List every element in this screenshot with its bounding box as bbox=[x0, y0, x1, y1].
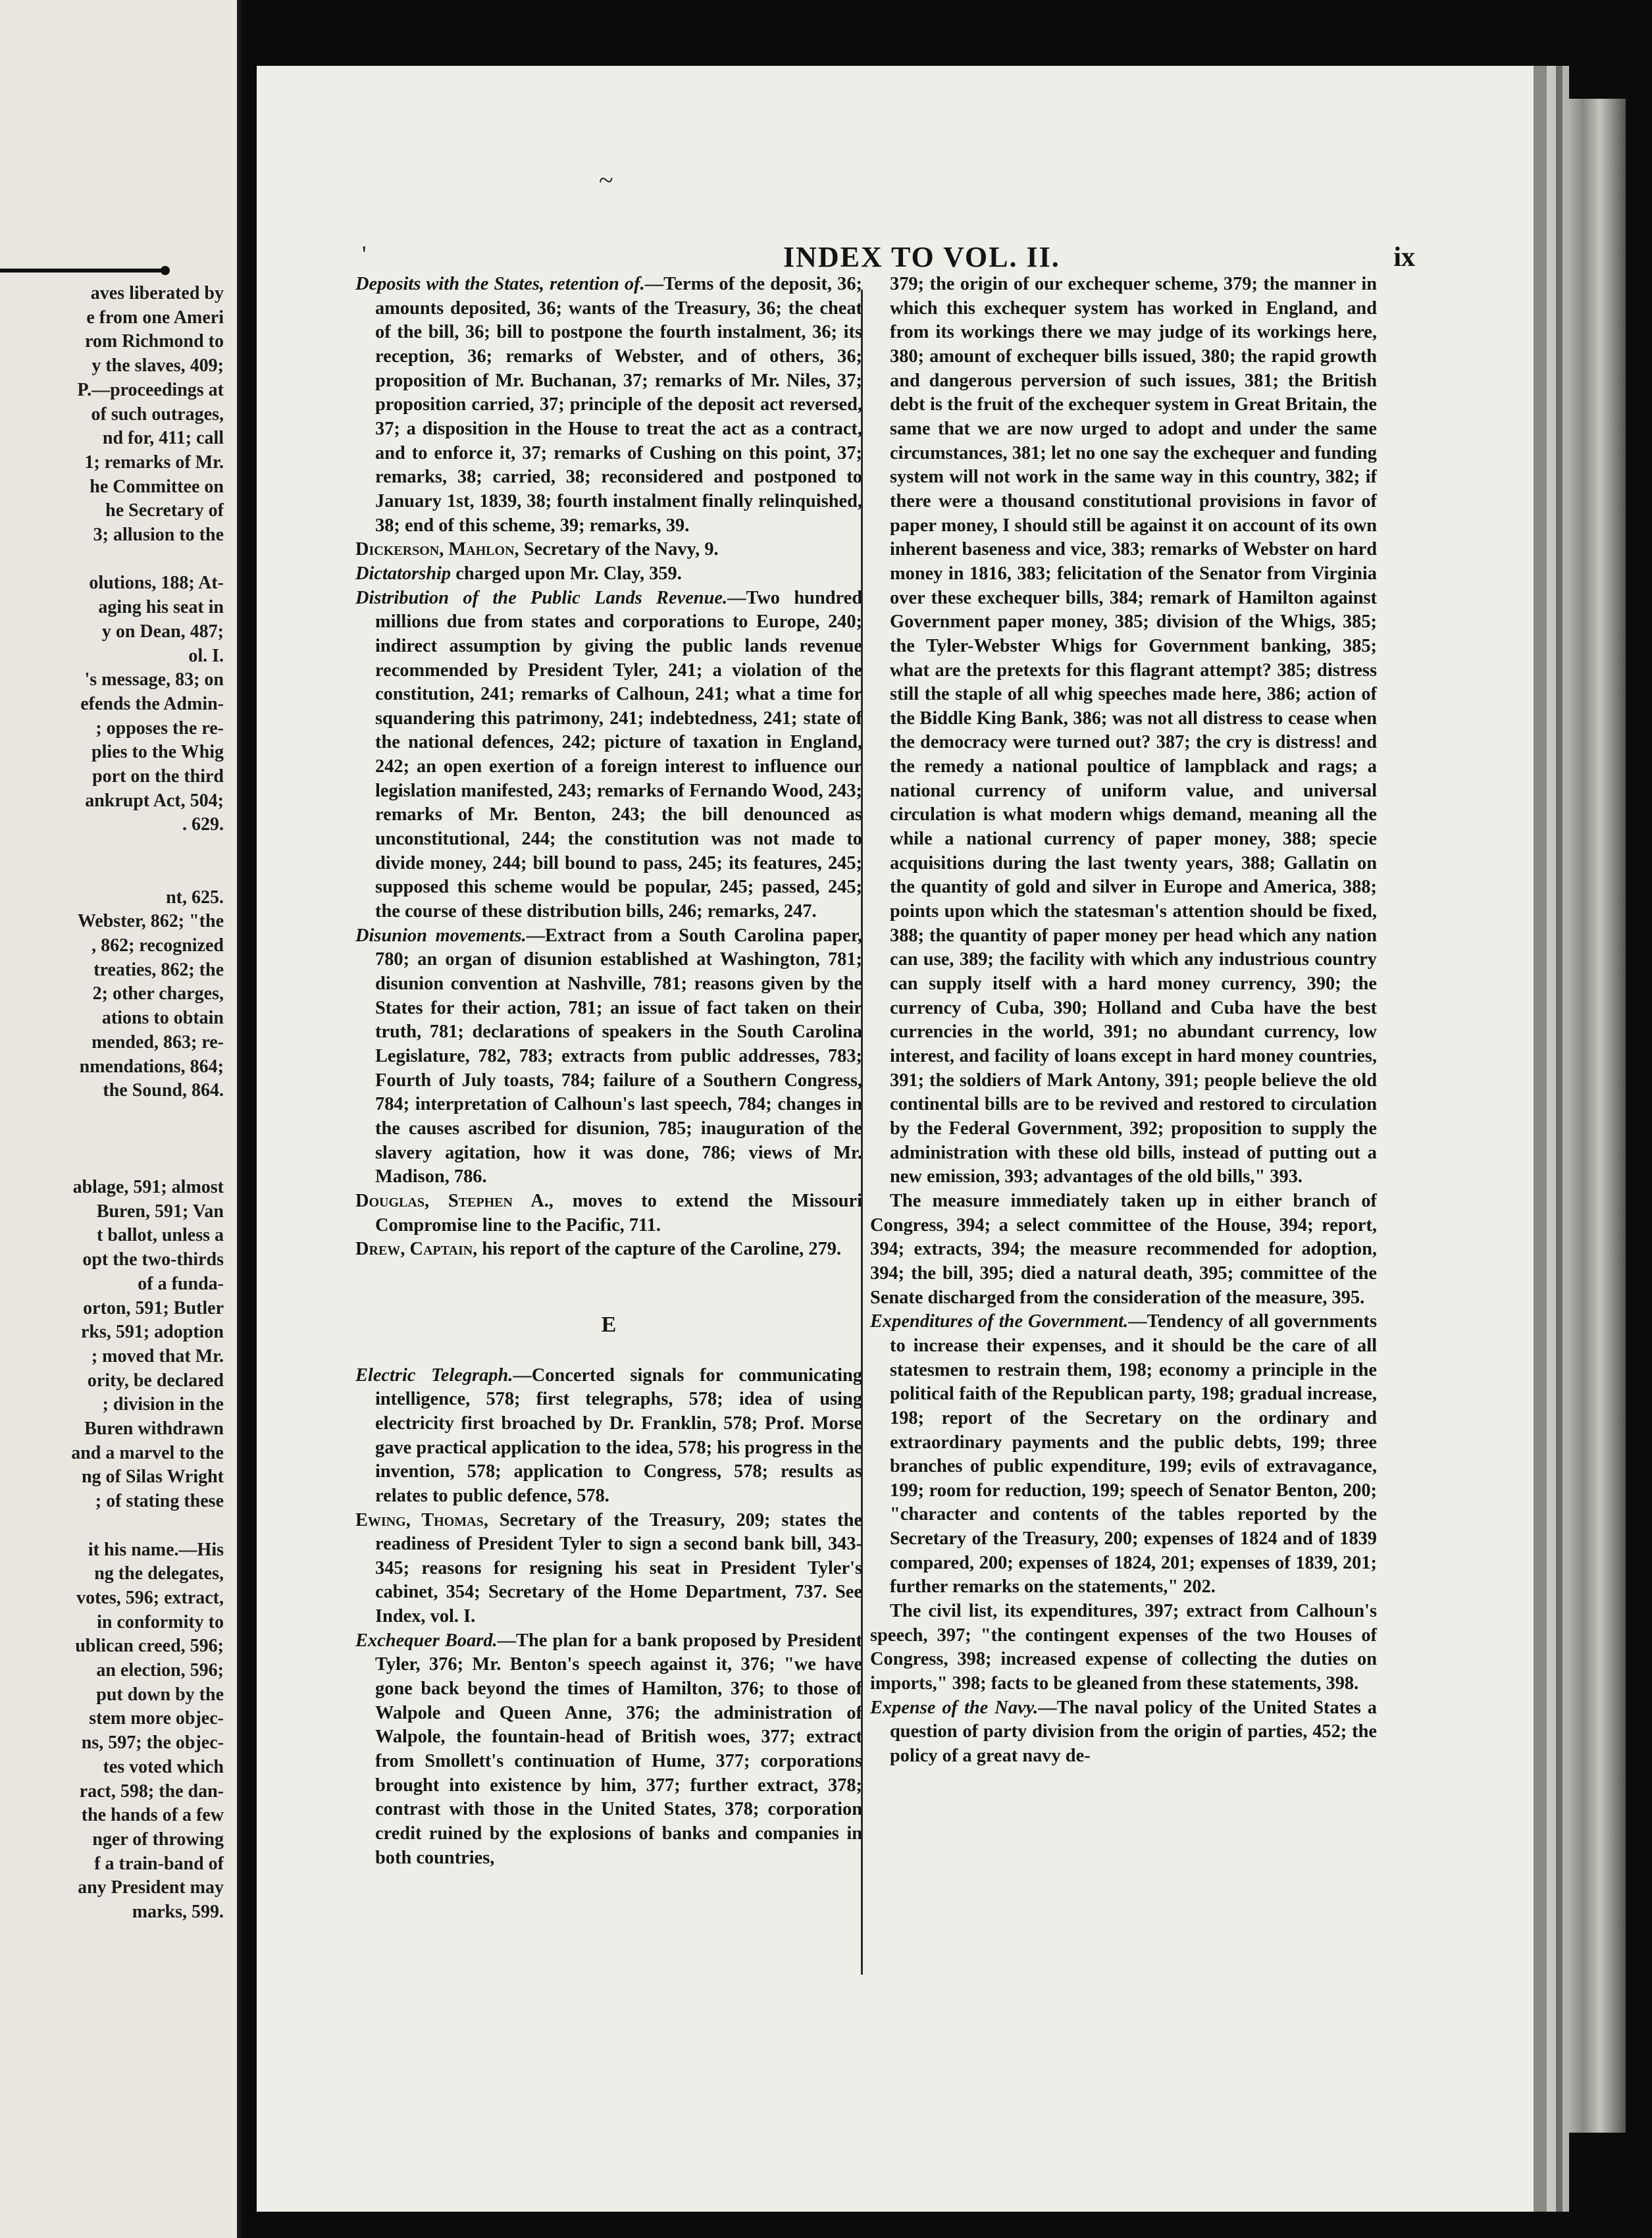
facing-line: y on Dean, 487; bbox=[101, 621, 224, 642]
facing-line: e from one Ameri bbox=[86, 307, 224, 328]
facing-line: ublican creed, 596; bbox=[75, 1636, 224, 1657]
facing-line: he Committee on bbox=[90, 476, 224, 497]
facing-line: ng of Silas Wright bbox=[81, 1467, 224, 1488]
facing-line: ations to obtain bbox=[101, 1008, 224, 1029]
facing-line: of a funda- bbox=[138, 1273, 224, 1294]
entry-text: —Concerted signals for communicating intelligence, 578; first telegraphs, 578; idea of using electricity first broached by Dr. Franklin, 578; Prof. Morse gave practical application to the idea, 578; his progress in the invention, 578; application to Congress, 578; results as relates to public defence, 578. bbox=[375, 1365, 863, 1506]
facing-line: ng the delegates, bbox=[94, 1563, 224, 1584]
facing-line bbox=[0, 862, 224, 886]
entry-heading: Expense of the Navy. bbox=[870, 1697, 1039, 1718]
facing-line: votes, 596; extract, bbox=[76, 1587, 224, 1608]
facing-line: treaties, 862; the bbox=[93, 959, 224, 980]
facing-line: ns, 597; the objec- bbox=[81, 1732, 224, 1754]
entry-heading-name: Douglas, Stephen A., bbox=[355, 1190, 554, 1211]
facing-line: stem more objec- bbox=[89, 1708, 224, 1729]
facing-line: ority, be declared bbox=[87, 1370, 224, 1391]
facing-line: nd for, 411; call bbox=[102, 428, 224, 449]
facing-line: ; opposes the re- bbox=[95, 717, 224, 739]
entry-text: —The plan for a bank proposed by President Tyler, 376; Mr. Benton's speech against it, 376; "we have gone back beyond the times of Hamilton, 376; to those of Walpole and Queen Anne, 376; the administration of Walpole, the fountain-head of British woes, 377; extract from Smollett's continuation of Hume, 377; corporations brought into existence by him, 377; further extract, 378; contrast with those in the United States, 378; corporation credit ruined by the explosions of banks and companies in both countries, bbox=[375, 1630, 862, 1868]
facing-line: ; division in the bbox=[102, 1394, 224, 1415]
page-title: INDEX TO VOL. II. bbox=[783, 241, 1060, 273]
index-entry bbox=[355, 1237, 862, 1262]
index-entry bbox=[355, 538, 862, 562]
facing-line: nmendations, 864; bbox=[79, 1056, 224, 1077]
facing-line: it his name.—His bbox=[88, 1539, 224, 1560]
facing-line: nt, 625. bbox=[166, 887, 224, 908]
facing-line: tes voted which bbox=[103, 1756, 224, 1777]
index-paragraph: The measure immediately taken up in either branch of Congress, 394; a select committee of the House, 394; report, 394; extracts, 394; the measure recommended for adoption, 394; the bill, 395; died a natural death, 395; committee of the Senate discharged from the consideration of the measure, 395. bbox=[870, 1190, 1377, 1308]
page-edges bbox=[1540, 99, 1626, 2133]
entry-heading: Disunion movements. bbox=[355, 925, 527, 946]
facing-line: mended, 863; re- bbox=[91, 1031, 224, 1053]
entry-text: Secretary of the Treasury, 209; states the readiness of President Tyler to sign a second bank bill, 343-345; reasons for resigning his seat in President Tyler's cabinet, 354; Secretary of the Home Department, 737. See Index, vol. I. bbox=[375, 1509, 862, 1627]
facing-page-text bbox=[0, 282, 224, 1925]
facing-line: ract, 598; the dan- bbox=[79, 1781, 224, 1802]
facing-line: Buren withdrawn bbox=[84, 1418, 224, 1440]
index-paragraph: The civil list, its expenditures, 397; extract from Calhoun's speech, 397; "the contingent expenses of the two Houses of Congress, 398; increased expense of collecting the duties on imports," 398; facts to be gleaned from these statements, 398. bbox=[870, 1601, 1377, 1694]
facing-line: t ballot, unless a bbox=[97, 1225, 224, 1246]
facing-line bbox=[0, 1103, 224, 1128]
facing-line: and a marvel to the bbox=[71, 1442, 224, 1463]
facing-line bbox=[0, 1151, 224, 1176]
stray-mark: ~ bbox=[599, 165, 613, 195]
index-entry bbox=[355, 1629, 862, 1871]
facing-line: 3; allusion to the bbox=[93, 525, 224, 546]
facing-line: nger of throwing bbox=[92, 1829, 224, 1850]
facing-line: put down by the bbox=[96, 1684, 224, 1705]
header-rule bbox=[0, 269, 165, 273]
facing-line: orton, 591; Butler bbox=[83, 1297, 224, 1318]
entry-text: charged upon Mr. Clay, 359. bbox=[451, 563, 682, 584]
facing-line: of such outrages, bbox=[91, 403, 224, 425]
index-entry bbox=[355, 273, 862, 538]
entry-heading-name: Drew, Captain, bbox=[355, 1239, 478, 1260]
facing-line: y the slaves, 409; bbox=[91, 355, 224, 377]
facing-line: the Sound, 864. bbox=[103, 1080, 224, 1101]
facing-line: ol. I. bbox=[188, 645, 224, 666]
facing-line: an election, 596; bbox=[96, 1660, 224, 1681]
facing-line: plies to the Whig bbox=[91, 742, 224, 763]
index-entry bbox=[355, 1509, 862, 1629]
facing-line: Webster, 862; "the bbox=[77, 911, 224, 932]
facing-line: ablage, 591; almost bbox=[72, 1177, 224, 1198]
entry-heading: Dictatorship bbox=[355, 563, 452, 584]
entry-heading-name: Dickerson, Mahlon, bbox=[355, 539, 519, 560]
facing-page-fragment bbox=[0, 0, 241, 2238]
page-number: ix bbox=[1393, 242, 1415, 273]
facing-line: port on the third bbox=[92, 766, 224, 787]
facing-line: the hands of a few bbox=[81, 1805, 224, 1826]
facing-line: ; moved that Mr. bbox=[91, 1345, 224, 1366]
entry-text: —The naval policy of the United States a question of party division from the origin of parties, 452; the policy of a great navy de- bbox=[890, 1697, 1377, 1767]
index-entry bbox=[355, 562, 862, 586]
facing-line: in conformity to bbox=[97, 1611, 224, 1632]
facing-line: aging his seat in bbox=[98, 597, 224, 618]
facing-line: opt the two-thirds bbox=[82, 1249, 224, 1270]
facing-line bbox=[0, 548, 224, 572]
facing-line: . 629. bbox=[182, 814, 224, 835]
facing-line bbox=[0, 837, 224, 862]
facing-line: any President may bbox=[78, 1877, 224, 1898]
header-mark: ' bbox=[362, 241, 367, 267]
index-column-right bbox=[870, 273, 1377, 1769]
index-column-left bbox=[355, 273, 862, 1870]
facing-line: P.—proceedings at bbox=[77, 379, 224, 400]
section-letter: E bbox=[601, 1312, 617, 1337]
facing-line: Buren, 591; Van bbox=[96, 1201, 224, 1222]
entry-heading: Electric Telegraph. bbox=[355, 1365, 513, 1386]
facing-line: 2; other charges, bbox=[92, 983, 224, 1004]
entry-text: moves to extend the Missouri Compromise line to the Pacific, 711. bbox=[375, 1190, 863, 1236]
index-entry bbox=[870, 1310, 1377, 1600]
facing-line: marks, 599. bbox=[132, 1902, 224, 1923]
index-entry bbox=[355, 586, 862, 924]
running-header bbox=[362, 240, 1415, 273]
facing-line: , 862; recognized bbox=[91, 935, 224, 956]
facing-line: he Secretary of bbox=[105, 500, 224, 521]
entry-heading: Expenditures of the Government. bbox=[870, 1311, 1129, 1332]
entry-heading: Distribution of the Public Lands Revenue. bbox=[355, 587, 728, 608]
entry-text: —Tendency of all governments to increase their expenses, and it should be the care of all statesmen to restrain them, 198; economy a principle in the political faith of the Republican party, 198; gradual increase, 198; report of the Secretary on the ordinary and extraordinary payments and the public debts, 199; three branches of public expenditure, 199; evils of extravagance, 199; room for reduction, 199; speech of Senator Benton, 200; "character and contents of the tables reported by the Secretary of the Treasury, 200; expenses of 1824 and of 1839 compared, 200; expenses of 1824, 201; expenses of 1839, 201; further remarks on the statements," 202. bbox=[890, 1311, 1377, 1598]
entry-text: —Two hundred millions due from states and corporations to Europe, 240; indirect assumption by giving the public lands revenue recommended by President Tyler, 241; a violation of the constitution, 241; remarks of Calhoun, 241; what a time for squandering this patrimony, 241; indebtedness, 241; state of the national defences, 242; picture of taxation in England, 242; an open exertion of a foreign interest to influence our legislation manifested, 243; remarks of Fernando Wood, 243; remarks of Mr. Benton, 243; the bill denounced as unconstitutional, 244; the constitution was not made to divide money, 244; bill bound to pass, 245; its features, 245; supposed this scheme would be popular, 245; passed, 245; the course of these distribution bills, 246; remarks, 247. bbox=[375, 587, 863, 922]
index-entry bbox=[355, 1189, 862, 1237]
index-entry bbox=[355, 924, 862, 1189]
facing-line bbox=[0, 1514, 224, 1538]
entry-text: his report of the capture of the Caroline, 279. bbox=[477, 1239, 842, 1260]
facing-line: 's message, 83; on bbox=[84, 669, 224, 690]
facing-line: aves liberated by bbox=[90, 283, 224, 303]
index-entry bbox=[870, 1696, 1377, 1769]
entry-text: —Terms of the deposit, 36; amounts deposited, 36; wants of the Treasury, 36; the cheat of the bill, 36; bill to postpone the fourth instalment, 36; its reception, 36; remarks of Webster, and of others, 36; proposition of Mr. Buchanan, 37; remarks of Mr. Niles, 37; proposition carried, 37; principle of the deposit act reversed, 37; a disposition in the House to treat the act as a contract, and to enforce it, 37; remarks of Cushing on this point, 37; remarks, 38; carried, 38; reconsidered and postponed to January 1st, 1839, 38; fourth instalment finally relinquished, 38; end of this scheme, 39; remarks, 39. bbox=[375, 274, 862, 536]
facing-line: f a train-band of bbox=[94, 1853, 224, 1874]
entry-heading-name: Ewing, Thomas, bbox=[355, 1509, 488, 1530]
facing-line: ; of stating these bbox=[95, 1491, 224, 1512]
entry-heading: Exchequer Board. bbox=[355, 1630, 498, 1651]
index-entry-continuation: 379; the origin of our exchequer scheme, 379; the manner in which this exchequer system has worked in England, and from its workings there we may judge of its workings here, 380; amount of exchequer bills issued, 380; the rapid growth and dangerous perversion of such issues, 381; the British debt is the fruit of the exchequer system in Great Britain, the same that we are now urged to adopt and under the same circumstances, 381; let no one say the exchequer and funding system will not work in the same way in this country, 382; if there were a thousand constitutional provisions in favor of paper money, I should still be against it on account of its own inherent baseness and vice, 383; remarks of Webster on hard money in 1816, 383; felicitation of the Senator from Virginia over these exchequer bills, 384; remark of Hamilton against Government paper money, 385; division of the Whigs, 385; the Tyler-Webster Whigs for Government banking, 385; what are the pretexts for this flagrant attempt? 385; distress still the staple of all whig speeches made here, 386; action of the Biddle King Bank, 386; was not all distress to cease when the democracy were turned out? 387; the cry is distress! and the remedy a national poultice of lampblack and rags; a national currency of uniform value, and universal circulation is what modern whigs demand, meaning all the while a national currency of paper money, 388; specie acquisitions during the last twenty years, 388; Gallatin on the quantity of gold and silver in Europe and America, 388; points upon which the statesman's attention should be fixed, 388; the quantity of paper money per head which any nation can use, 389; the facility with which any industrious country can supply itself with a hard money currency, 390; the currency of Cuba, 390; Holland and Cuba have the best currencies in the world, 391; no abundant currency, low interest, and facility of loans except in hard money countries, 391; the soldiers of Mark Antony, 391; people believe the old continental bills are to be revived and restored to circulation by the Federal Government, 392; proposition to supply the administration with these old bills, instead of putting out a new emission, 393; advantages of the old bills," 393. bbox=[890, 274, 1377, 1187]
facing-line: efends the Admin- bbox=[80, 693, 224, 714]
facing-line: olutions, 188; At- bbox=[89, 573, 224, 594]
facing-line bbox=[0, 1128, 224, 1152]
index-entry bbox=[355, 1364, 862, 1509]
facing-line: rks, 591; adoption bbox=[80, 1322, 224, 1343]
entry-heading: Deposits with the States, retention of. bbox=[355, 274, 645, 294]
facing-line: rom Richmond to bbox=[84, 331, 224, 352]
entry-text: —Extract from a South Carolina paper, 780; an organ of disunion established at Washington, 781; disunion convention at Nashville, 781; reasons given by the States for their action, 781; an issue of fact taken on their truth, 781; declarations of speakers in the South Carolina Legislature, 782, 783; extracts from public addresses, 783; Fourth of July toasts, 784; failure of a Southern Congress, 784; interpretation of Calhoun's last speech, 784; changes in the causes ascribed for disunion, 785; inauguration of the slavery agitation, how it was done, 786; views of Mr. Madison, 786. bbox=[375, 925, 862, 1187]
entry-text: Secretary of the Navy, 9. bbox=[519, 539, 719, 560]
facing-line: 1; remarks of Mr. bbox=[84, 452, 224, 473]
facing-line: ankrupt Act, 504; bbox=[85, 790, 224, 811]
